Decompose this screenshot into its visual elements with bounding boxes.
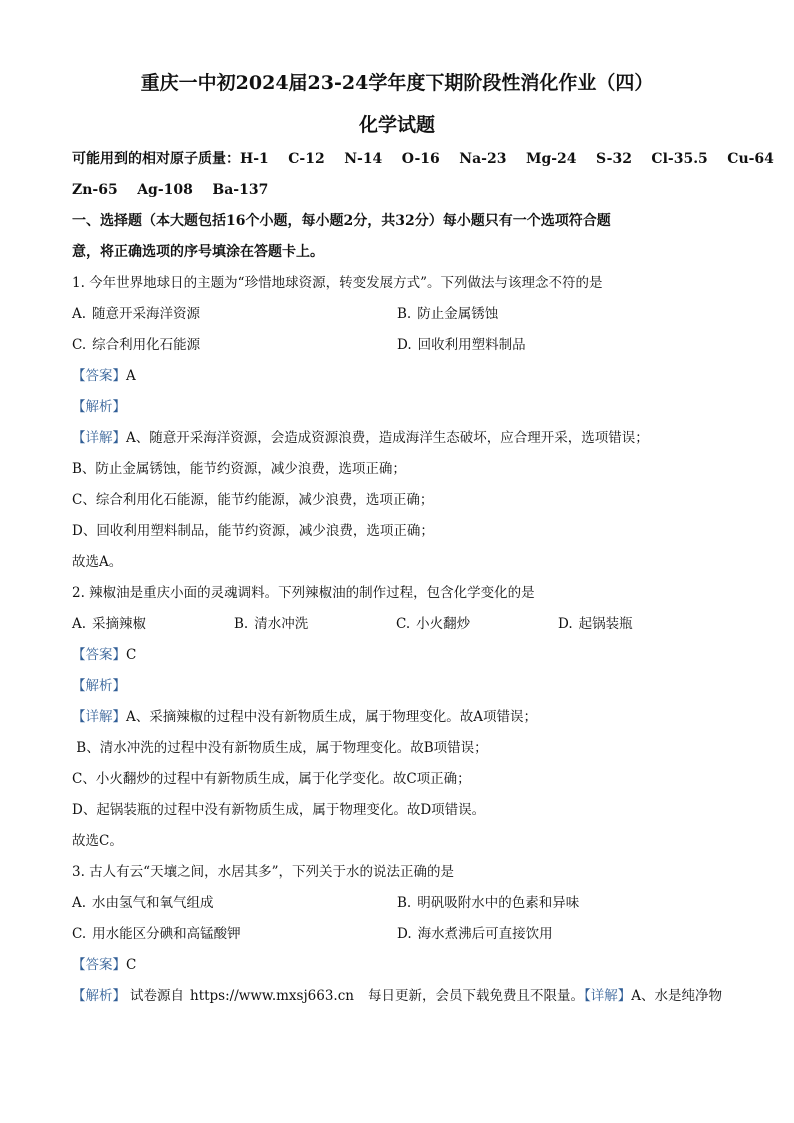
q2-option-c: C. 小火翻炒 <box>396 616 471 632</box>
q2-conclusion: 故选C。 <box>72 833 123 849</box>
q1-answer <box>72 361 722 392</box>
answer-tag: 【答案】 <box>72 368 126 384</box>
analysis-tag: 【解析】 <box>72 678 126 694</box>
q3-detail-start: A、水是纯净物 <box>631 988 722 1004</box>
q2-answer <box>72 640 722 671</box>
q3-analysis-line <box>72 981 722 1012</box>
answer-tag: 【答案】 <box>72 957 126 973</box>
q2-answer-value: C <box>126 647 137 663</box>
q1-options-row-2 <box>72 330 722 361</box>
q1-stem: 1. 今年世界地球日的主题为“珍惜地球资源，转变发展方式”。下列做法与该理念不符的是 <box>72 275 603 291</box>
q2-detail-1: 【详解】A、采摘辣椒的过程中没有新物质生成，属于物理变化。故A项错误； <box>72 709 537 725</box>
q1-option-d: D. 回收利用塑料制品 <box>397 337 526 353</box>
source-link[interactable]: https://www.mxsj663.cn <box>190 988 354 1004</box>
q1-option-b: B. 防止金属锈蚀 <box>397 306 499 322</box>
section-heading-line-2: 意，将正确选项的序号填涂在答题卡上。 <box>72 244 324 260</box>
q1-answer-value: A <box>126 368 136 384</box>
detail-tag: 【详解】 <box>583 988 632 1004</box>
answer-tag: 【答案】 <box>72 647 126 663</box>
q2-analysis <box>72 671 722 702</box>
analysis-tag: 【解析】 <box>72 399 126 415</box>
q2-detail-3: C、小火翻炒的过程中有新物质生成，属于化学变化。故C项正确； <box>72 771 471 787</box>
q1-option-a: A. 随意开采海洋资源 <box>72 306 201 322</box>
atomic-masses-line-1: 可能用到的相对原子质量：H-1 C-12 N-14 O-16 Na-23 Mg-24 S-32 Cl-35.5 Cu-64 <box>72 151 774 167</box>
q1-detail-2: B、防止金属锈蚀，能节约资源，减少浪费，选项正确； <box>72 461 406 477</box>
q3-option-a: A. 水由氢气和氧气组成 <box>72 895 214 911</box>
q3-option-d: D. 海水煮沸后可直接饮用 <box>397 926 553 942</box>
q3-answer <box>72 950 722 981</box>
source-label: 试卷源自 <box>130 988 184 1004</box>
q2-stem: 2. 辣椒油是重庆小面的灵魂调料。下列辣椒油的制作过程，包含化学变化的是 <box>72 585 535 601</box>
q3-stem: 3. 古人有云“天壤之间，水居其多”，下列关于水的说法正确的是 <box>72 864 454 880</box>
q3-answer-value: C <box>126 957 137 973</box>
q1-detail-1: 【详解】A、随意开采海洋资源，会造成资源浪费，造成海洋生态破坏，应合理开采，选项错误； <box>72 430 649 446</box>
q1-detail-4: D、回收利用塑料制品，能节约资源，减少浪费，选项正确； <box>72 523 434 539</box>
source-note: 每日更新，会员下载免费且不限量。 <box>367 988 584 1004</box>
q2-option-a: A. 采摘辣椒 <box>72 616 147 632</box>
analysis-tag: 【解析】 <box>72 988 126 1004</box>
detail-tag: 【详解】 <box>72 709 126 725</box>
q3-options-row-1 <box>72 888 722 919</box>
q2-option-d: D. 起锅装瓶 <box>558 616 633 632</box>
q2-options-row <box>72 609 722 640</box>
section-heading-line-1: 一、选择题（本大题包括16个小题，每小题2分，共32分）每小题只有一个选项符合题 <box>72 213 611 229</box>
q3-option-c: C. 用水能区分碘和高锰酸钾 <box>72 926 241 942</box>
q1-detail-3: C、综合利用化石能源，能节约能源，减少浪费，选项正确； <box>72 492 434 508</box>
q1-options-row-1 <box>72 299 722 330</box>
q3-option-b: B. 明矾吸附水中的色素和异味 <box>397 895 580 911</box>
q1-conclusion: 故选A。 <box>72 554 123 570</box>
q2-option-b: B. 清水冲洗 <box>234 616 309 632</box>
q1-analysis <box>72 392 722 423</box>
q1-option-c: C. 综合利用化石能源 <box>72 337 201 353</box>
atomic-masses-line-2: Zn-65 Ag-108 Ba-137 <box>72 182 269 198</box>
detail-tag: 【详解】 <box>72 430 126 446</box>
exam-subtitle: 化学试题 <box>358 114 435 136</box>
q2-detail-4: D、起锅装瓶的过程中没有新物质生成，属于物理变化。故D项错误。 <box>72 802 486 818</box>
exam-title: 重庆一中初2024届23-24学年度下期阶段性消化作业（四） <box>140 72 654 94</box>
q2-detail-2: B、清水冲洗的过程中没有新物质生成，属于物理变化。故B项错误； <box>72 740 488 756</box>
q3-options-row-2 <box>72 919 722 950</box>
